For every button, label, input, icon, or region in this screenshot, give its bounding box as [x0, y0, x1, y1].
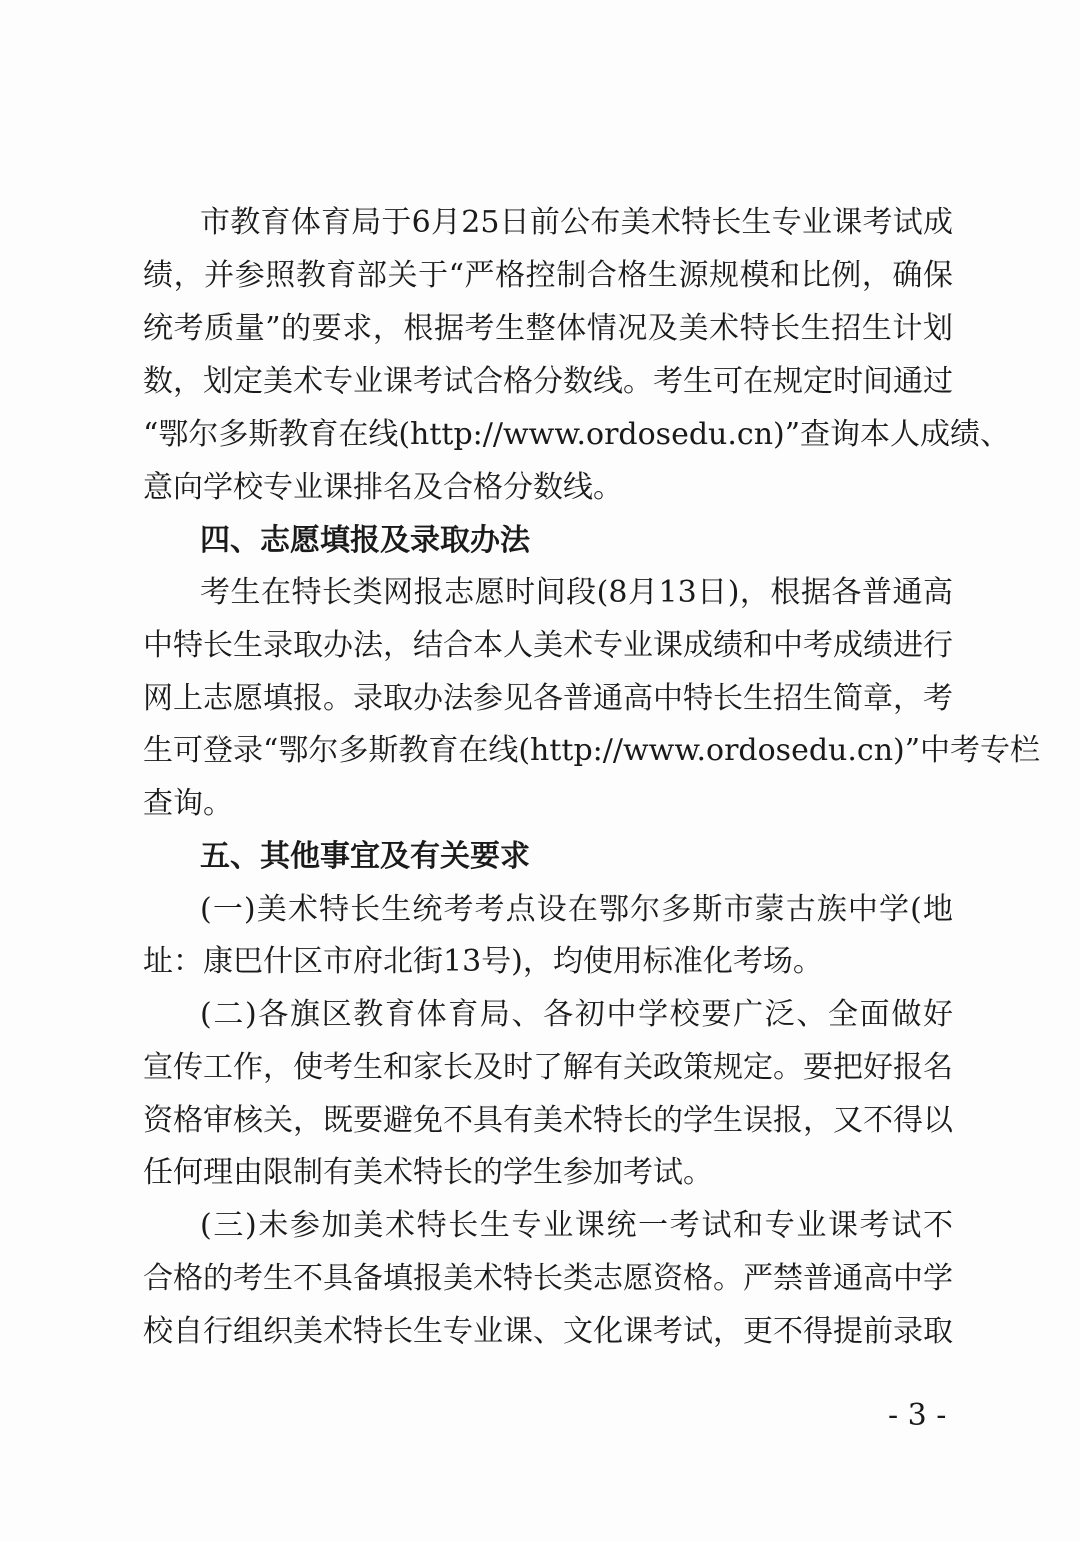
paragraph-line: 宣传工作，使考生和家长及时了解有关政策规定。要把好报名: [143, 1050, 953, 1085]
paragraph-line: 考生在特长类网报志愿时间段(8月13日)，根据各普通高: [200, 575, 953, 610]
paragraph-line: 中特长生录取办法，结合本人美术专业课成绩和中考成绩进行: [143, 628, 953, 663]
paragraph-line: (三)未参加美术特长生专业课统一考试和专业课考试不: [200, 1208, 953, 1243]
paragraph-line: (一)美术特长生统考考点设在鄂尔多斯市蒙古族中学(地: [200, 892, 953, 927]
paragraph-line: “鄂尔多斯教育在线(http://www.ordosedu.cn)”查询本人成绩、: [143, 417, 1011, 452]
paragraph-line: 址：康巴什区市府北街13号)，均使用标准化考场。: [143, 944, 823, 979]
paragraph-line: 校自行组织美术特长生专业课、文化课考试，更不得提前录取: [143, 1314, 953, 1349]
page-number: - 3 -: [888, 1398, 947, 1433]
section-heading: 五、其他事宜及有关要求: [200, 839, 530, 874]
paragraph-line: 网上志愿填报。录取办法参见各普通高中特长生招生简章，考: [143, 681, 953, 716]
section-heading: 四、志愿填报及录取办法: [200, 523, 530, 558]
paragraph-line: 任何理由限制有美术特长的学生参加考试。: [143, 1155, 713, 1190]
paragraph-line: 统考质量”的要求，根据考生整体情况及美术特长生招生计划: [143, 311, 953, 346]
paragraph-line: 查询。: [143, 786, 233, 821]
paragraph-line: 合格的考生不具备填报美术特长类志愿资格。严禁普通高中学: [143, 1261, 953, 1296]
paragraph-line: 市教育体育局于6月25日前公布美术特长生专业课考试成: [200, 205, 953, 240]
paragraph-line: 意向学校专业课排名及合格分数线。: [143, 470, 623, 505]
paragraph-line: (二)各旗区教育体育局、各初中学校要广泛、全面做好: [200, 997, 953, 1032]
paragraph-line: 资格审核关，既要避免不具有美术特长的学生误报，又不得以: [143, 1103, 953, 1138]
paragraph-line: 绩，并参照教育部关于“严格控制合格生源规模和比例，确保: [143, 258, 953, 293]
paragraph-line: 生可登录“鄂尔多斯教育在线(http://www.ordosedu.cn)”中考专栏: [143, 733, 1041, 768]
paragraph-line: 数，划定美术专业课考试合格分数线。考生可在规定时间通过: [143, 364, 953, 399]
